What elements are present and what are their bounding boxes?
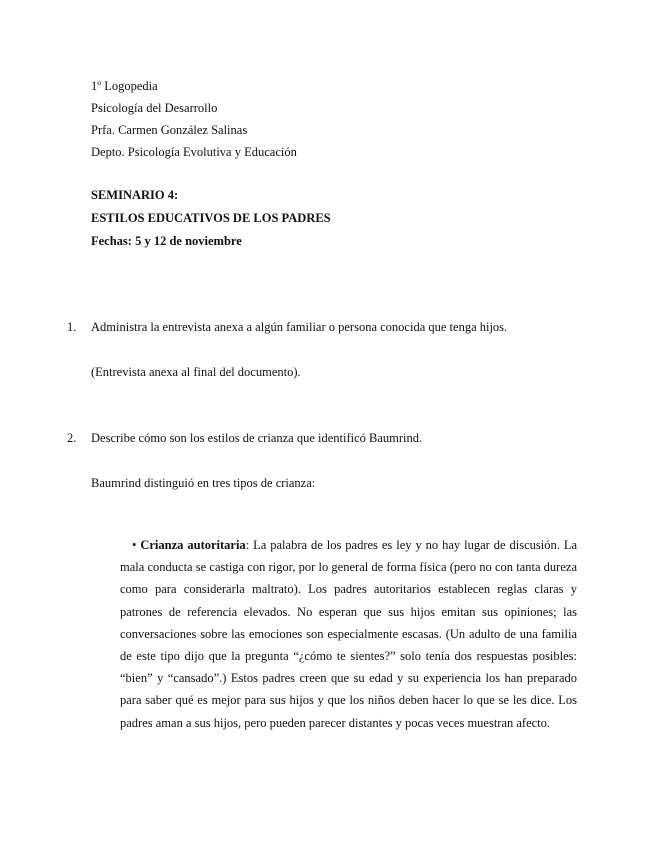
question-1 [67, 320, 507, 335]
department-line: Depto. Psicología Evolutiva y Educación [91, 145, 297, 159]
bullet-term: Crianza autoritaria [140, 538, 246, 552]
seminar-title [91, 184, 331, 253]
bullet-authoritarian [120, 534, 577, 734]
question-2-note: Baumrind distinguió en tres tipos de crianza: [91, 476, 316, 490]
course-line: 1º Logopedia [91, 79, 158, 93]
bullet-body: : La palabra de los padres es ley y no hay lugar de discusión. La mala conducta se castiga con rigor, por lo general de forma física (pero no con tanta dureza como para considerarla maltrato). Los padres autoritarios establecen reglas claras y patrones de referencia elevados. No esperan que sus hijos emitan sus opiniones; las conversaciones sobre las emociones son especialmente escasas. (Un adulto de una familia de este tipo dijo que la pregunta “¿cómo te sientes?” solo tenía dos respuestas posibles: “bien” y “cansado”.) Estos padres creen que su edad y su experiencia los han preparado para saber qué es mejor para sus hijos y que los niños deben hacer lo que se les dice. Los padres aman a sus hijos, pero pueden parecer distantes y pocas veces muestran afecto. [120, 538, 577, 730]
question-number: 1. [67, 320, 77, 334]
seminar-number: SEMINARIO 4: [91, 188, 179, 202]
question-number: 2. [67, 431, 77, 445]
seminar-topic: ESTILOS EDUCATIVOS DE LOS PADRES [91, 211, 331, 225]
question-text: Describe cómo son los estilos de crianza que identificó Baumrind. [91, 431, 423, 445]
professor-line: Prfa. Carmen González Salinas [91, 123, 248, 137]
subject-line: Psicología del Desarrollo [91, 101, 218, 115]
question-1-note: (Entrevista anexa al final del documento). [91, 365, 301, 379]
question-text: Administra la entrevista anexa a algún familiar o persona conocida que tenga hijos. [91, 320, 508, 334]
seminar-dates: Fechas: 5 y 12 de noviembre [91, 234, 242, 248]
document-header [91, 75, 297, 163]
bullet-symbol: • [132, 538, 137, 552]
question-2 [67, 431, 422, 446]
